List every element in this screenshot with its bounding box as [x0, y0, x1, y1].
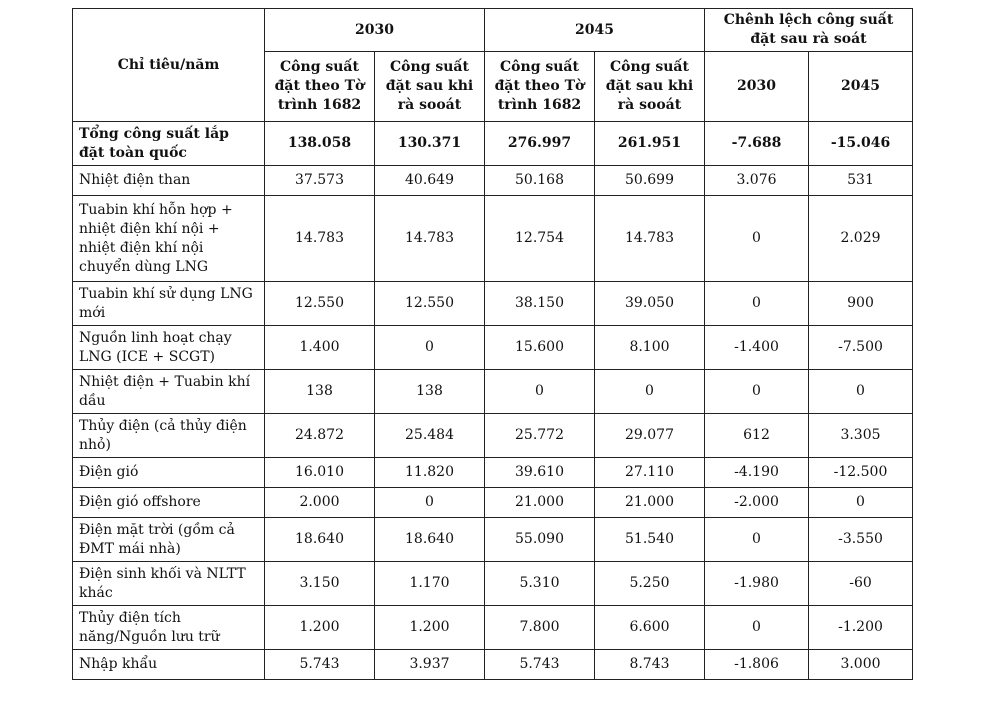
cell-plan-2030: 138 [265, 370, 375, 414]
row-name: Thủy điện tích năng/Nguồn lưu trữ [73, 606, 265, 650]
cell-diff-2030: -2.000 [705, 488, 809, 518]
cell-review-2030: 0 [375, 326, 485, 370]
cell-diff-2030: 0 [705, 606, 809, 650]
header-indicator: Chỉ tiêu/năm [73, 9, 265, 122]
cell-review-2030: 25.484 [375, 414, 485, 458]
table-row [73, 166, 913, 196]
cell-plan-2045: 55.090 [485, 518, 595, 562]
row-name: Nhiệt điện + Tuabin khí dầu [73, 370, 265, 414]
cell-review-2030: 18.640 [375, 518, 485, 562]
header-plan-2045: Công suất đặt theo Tờ trình 1682 [485, 52, 595, 122]
capacity-table [72, 8, 913, 680]
table-row [73, 196, 913, 282]
cell-review-2045: 29.077 [595, 414, 705, 458]
cell-diff-2030: 0 [705, 196, 809, 282]
cell-plan-2030: 5.743 [265, 650, 375, 680]
cell-plan-2030: 1.200 [265, 606, 375, 650]
cell-plan-2045: 12.754 [485, 196, 595, 282]
table-row [73, 518, 913, 562]
row-name: Tuabin khí sử dụng LNG mới [73, 282, 265, 326]
cell-plan-2045: 21.000 [485, 488, 595, 518]
cell-plan-2030: 138.058 [265, 122, 375, 166]
cell-plan-2030: 14.783 [265, 196, 375, 282]
row-name: Nhiệt điện than [73, 166, 265, 196]
header-plan-2030: Công suất đặt theo Tờ trình 1682 [265, 52, 375, 122]
cell-diff-2045: 531 [809, 166, 913, 196]
cell-diff-2030: -4.190 [705, 458, 809, 488]
cell-review-2045: 21.000 [595, 488, 705, 518]
cell-review-2045: 6.600 [595, 606, 705, 650]
row-name: Tuabin khí hỗn hợp + nhiệt điện khí nội + nhiệt điện khí nội chuyển dùng LNG [73, 196, 265, 282]
cell-review-2045: 27.110 [595, 458, 705, 488]
cell-plan-2030: 16.010 [265, 458, 375, 488]
cell-review-2030: 3.937 [375, 650, 485, 680]
cell-diff-2045: 3.000 [809, 650, 913, 680]
table-row [73, 122, 913, 166]
cell-diff-2045: 3.305 [809, 414, 913, 458]
cell-diff-2045: -15.046 [809, 122, 913, 166]
cell-plan-2030: 12.550 [265, 282, 375, 326]
cell-diff-2030: 0 [705, 518, 809, 562]
cell-review-2030: 0 [375, 488, 485, 518]
cell-review-2030: 11.820 [375, 458, 485, 488]
cell-diff-2030: 3.076 [705, 166, 809, 196]
table-row [73, 606, 913, 650]
cell-review-2045: 8.743 [595, 650, 705, 680]
row-name: Tổng công suất lắp đặt toàn quốc [73, 122, 265, 166]
cell-diff-2045: 2.029 [809, 196, 913, 282]
cell-review-2030: 130.371 [375, 122, 485, 166]
cell-diff-2045: -60 [809, 562, 913, 606]
header-diff-2030: 2030 [705, 52, 809, 122]
cell-review-2045: 14.783 [595, 196, 705, 282]
cell-plan-2045: 50.168 [485, 166, 595, 196]
header-review-2030: Công suất đặt sau khi rà sooát [375, 52, 485, 122]
row-name: Điện gió offshore [73, 488, 265, 518]
row-name: Nhập khẩu [73, 650, 265, 680]
cell-plan-2045: 39.610 [485, 458, 595, 488]
cell-plan-2045: 25.772 [485, 414, 595, 458]
cell-diff-2045: 0 [809, 488, 913, 518]
cell-diff-2030: 0 [705, 370, 809, 414]
table-row [73, 650, 913, 680]
cell-plan-2030: 1.400 [265, 326, 375, 370]
cell-plan-2030: 18.640 [265, 518, 375, 562]
header-diff-group: Chênh lệch công suất đặt sau rà soát [705, 9, 913, 52]
row-name: Thủy điện (cả thủy điện nhỏ) [73, 414, 265, 458]
cell-review-2030: 12.550 [375, 282, 485, 326]
cell-plan-2045: 15.600 [485, 326, 595, 370]
cell-review-2045: 5.250 [595, 562, 705, 606]
cell-review-2045: 51.540 [595, 518, 705, 562]
table-row [73, 488, 913, 518]
cell-plan-2030: 3.150 [265, 562, 375, 606]
cell-plan-2045: 38.150 [485, 282, 595, 326]
row-name: Điện sinh khối và NLTT khác [73, 562, 265, 606]
cell-review-2045: 261.951 [595, 122, 705, 166]
cell-plan-2045: 7.800 [485, 606, 595, 650]
header-review-2045: Công suất đặt sau khi rà sooát [595, 52, 705, 122]
row-name: Điện mặt trời (gồm cả ĐMT mái nhà) [73, 518, 265, 562]
cell-diff-2030: -7.688 [705, 122, 809, 166]
header-row-1 [73, 9, 913, 52]
row-name: Điện gió [73, 458, 265, 488]
cell-diff-2030: 612 [705, 414, 809, 458]
cell-diff-2030: 0 [705, 282, 809, 326]
table-row [73, 414, 913, 458]
table-row [73, 458, 913, 488]
cell-review-2045: 8.100 [595, 326, 705, 370]
cell-plan-2045: 5.310 [485, 562, 595, 606]
header-year-2030: 2030 [265, 9, 485, 52]
cell-review-2030: 14.783 [375, 196, 485, 282]
cell-diff-2045: -1.200 [809, 606, 913, 650]
cell-plan-2045: 5.743 [485, 650, 595, 680]
cell-review-2045: 0 [595, 370, 705, 414]
table-row [73, 370, 913, 414]
cell-review-2030: 1.170 [375, 562, 485, 606]
row-name: Nguồn linh hoạt chạy LNG (ICE + SCGT) [73, 326, 265, 370]
cell-diff-2030: -1.980 [705, 562, 809, 606]
cell-diff-2045: -7.500 [809, 326, 913, 370]
header-year-2045: 2045 [485, 9, 705, 52]
cell-diff-2045: -3.550 [809, 518, 913, 562]
cell-plan-2045: 276.997 [485, 122, 595, 166]
table-row [73, 562, 913, 606]
cell-plan-2045: 0 [485, 370, 595, 414]
cell-review-2030: 1.200 [375, 606, 485, 650]
cell-review-2030: 138 [375, 370, 485, 414]
cell-diff-2045: 900 [809, 282, 913, 326]
cell-diff-2030: -1.400 [705, 326, 809, 370]
cell-review-2030: 40.649 [375, 166, 485, 196]
cell-diff-2045: 0 [809, 370, 913, 414]
cell-diff-2045: -12.500 [809, 458, 913, 488]
cell-plan-2030: 2.000 [265, 488, 375, 518]
cell-plan-2030: 37.573 [265, 166, 375, 196]
cell-review-2045: 39.050 [595, 282, 705, 326]
header-diff-2045: 2045 [809, 52, 913, 122]
table-row [73, 326, 913, 370]
cell-review-2045: 50.699 [595, 166, 705, 196]
cell-diff-2030: -1.806 [705, 650, 809, 680]
cell-plan-2030: 24.872 [265, 414, 375, 458]
table-row [73, 282, 913, 326]
